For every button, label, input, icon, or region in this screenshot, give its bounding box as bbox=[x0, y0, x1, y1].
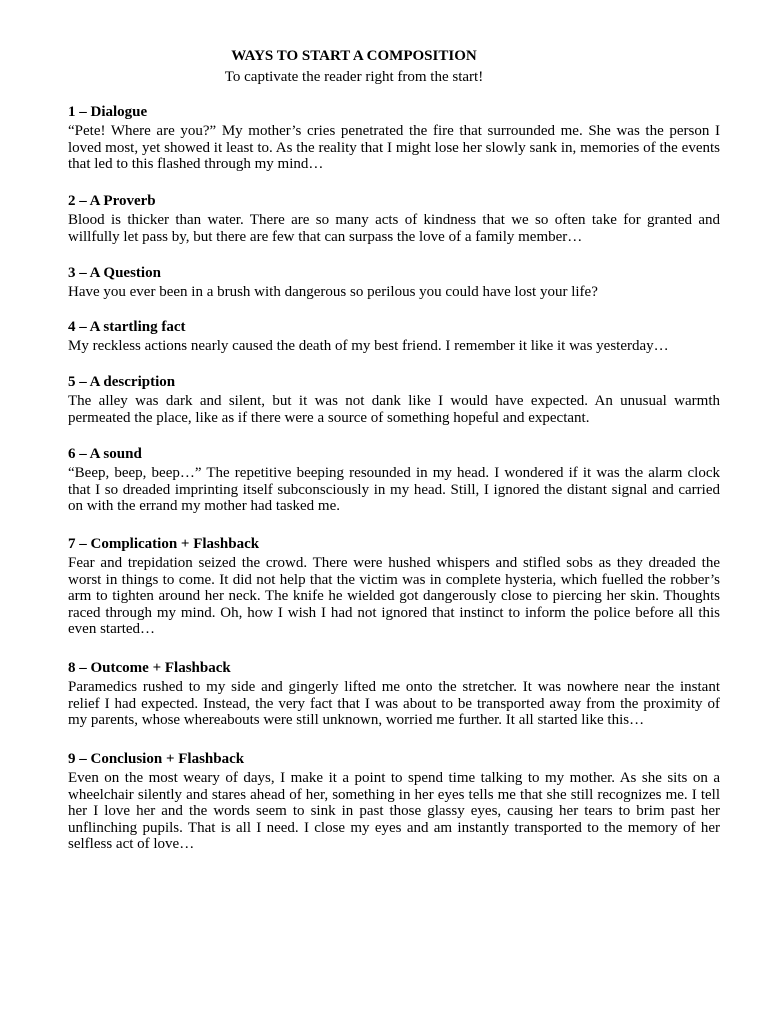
section-body: “Beep, beep, beep…” The repetitive beeping resounded in my head. I wondered if it was the alarm clock that I so dreaded imprinting itself subconsciously in my head. Still, I ignored the distant signal and carried on with the errand my mother had tasked me. bbox=[68, 465, 720, 515]
section-body: Paramedics rushed to my side and gingerly lifted me onto the stretcher. It was nowhere near the instant relief I had expected. Instead, the very fact that I was about to be transported away from the proximity of my parents, whose whereabouts were still unknown, worried me further. It all started like this… bbox=[68, 679, 720, 729]
section-heading: 9 – Conclusion + Flashback bbox=[68, 751, 245, 767]
section-body: Blood is thicker than water. There are so many acts of kindness that we so often take for granted and willfully let pass by, but there are few that can surpass the love of a family member… bbox=[68, 212, 720, 245]
section-description bbox=[68, 374, 720, 426]
section-sound bbox=[68, 446, 720, 515]
section-body: Have you ever been in a brush with dangerous so perilous you could have lost your life? bbox=[68, 284, 598, 300]
section-startling-fact bbox=[68, 319, 720, 355]
section-heading: 8 – Outcome + Flashback bbox=[68, 660, 231, 676]
section-heading: 3 – A Question bbox=[68, 265, 161, 281]
page-title: WAYS TO START A COMPOSITION bbox=[231, 48, 477, 64]
section-body: “Pete! Where are you?” My mother’s cries penetrated the fire that surrounded me. She was the person I loved most, yet showed it least to. As the reality that I might lose her slowly sank in, memories of the events that led to this flashed through my mind… bbox=[68, 123, 720, 173]
section-heading: 1 – Dialogue bbox=[68, 104, 148, 120]
section-heading: 7 – Complication + Flashback bbox=[68, 536, 260, 552]
page-subtitle: To captivate the reader right from the start! bbox=[224, 69, 484, 85]
section-heading: 2 – A Proverb bbox=[68, 193, 156, 209]
section-heading: 4 – A startling fact bbox=[68, 319, 186, 335]
section-body: My reckless actions nearly caused the death of my best friend. I remember it like it was yesterday… bbox=[68, 338, 669, 354]
section-body: The alley was dark and silent, but it was not dank like I would have expected. An unusual warmth permeated the place, like as if there were a source of something hopeful and expectant. bbox=[68, 393, 720, 426]
section-body: Even on the most weary of days, I make it a point to spend time talking to my mother. As she sits on a wheelchair silently and stares ahead of her, something in her eyes tells me that she still recognizes me. I tell her I love her and the words seem to sink in past those glassy eyes, causing her tears to brim past her unflinching pupils. That is all I need. I close my eyes and am instantly transported to the memory of her selfless act of love… bbox=[68, 770, 720, 853]
section-dialogue bbox=[68, 104, 720, 173]
section-question bbox=[68, 265, 720, 301]
section-outcome-flashback bbox=[68, 660, 720, 729]
section-heading: 6 – A sound bbox=[68, 446, 142, 462]
section-complication-flashback bbox=[68, 536, 720, 638]
section-conclusion-flashback bbox=[68, 751, 720, 853]
section-proverb bbox=[68, 193, 720, 245]
section-heading: 5 – A description bbox=[68, 374, 176, 390]
section-body: Fear and trepidation seized the crowd. There were hushed whispers and stifled sobs as they dreaded the worst in things to come. It did not help that the victim was in complete hysteria, which fuelled the robber’s arm to tighten around her neck. The knife he wielded got dangerously close to piercing her skin. Thoughts raced through my mind. Oh, how I wish I had not ignored that instinct to inform the police before all this even started… bbox=[68, 555, 720, 638]
